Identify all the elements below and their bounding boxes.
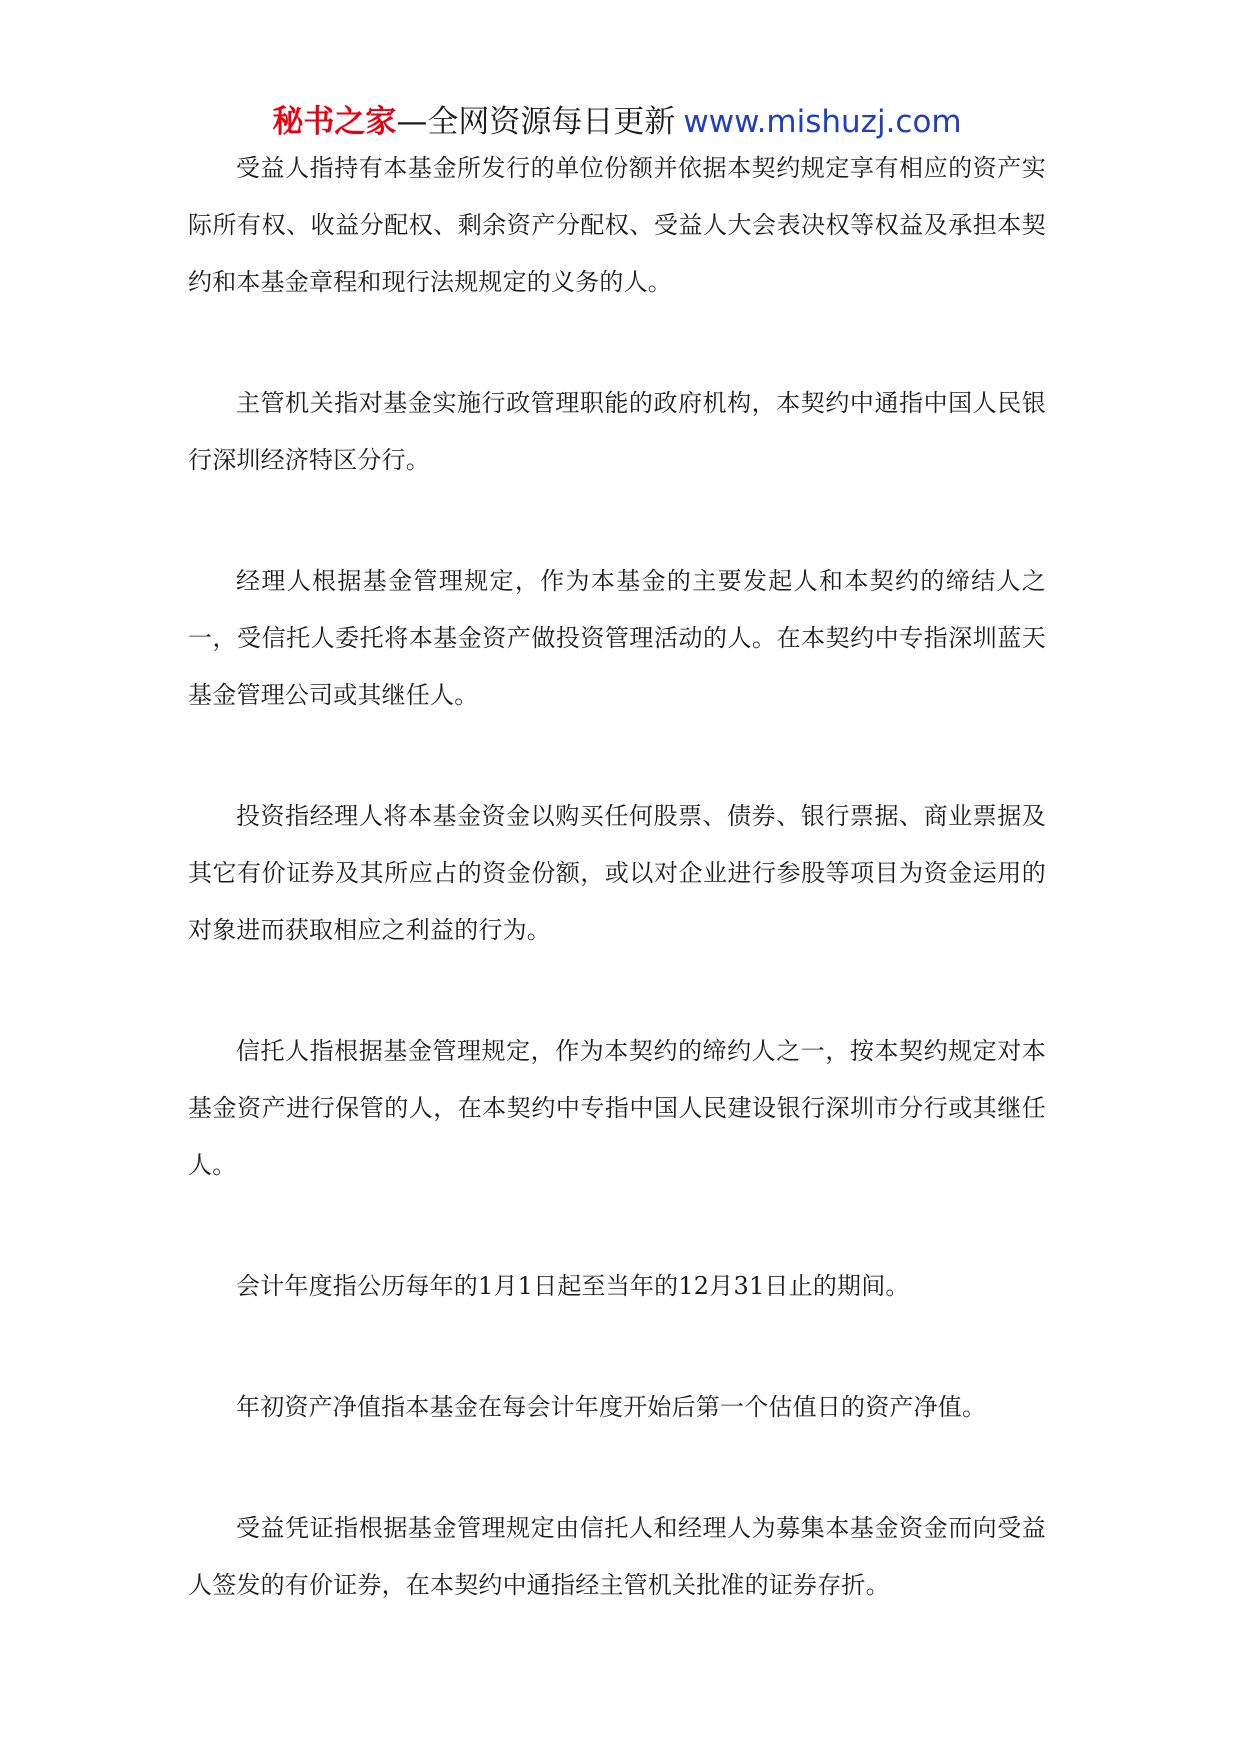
paragraph-fiscal-year: 会计年度指公历每年的1月1日起至当年的12月31日止的期间。 [236,1272,910,1300]
paragraph-beneficiary: 受益人指持有本基金所发行的单位份额并依据本契约规定享有相应的资产实际所有权、收益分配权、剩余资产分配权、受益人大会表决权等权益及承担本契约和本基金章程和现行法规规定的义务的人。 [188,154,1046,296]
page-header [0,100,1234,144]
paragraph-manager: 经理人根据基金管理规定，作为本基金的主要发起人和本契约的缔结人之一，受信托人委托将本基金资产做投资管理活动的人。在本契约中专指深圳蓝天基金管理公司或其继任人。 [188,567,1046,709]
paragraph-opening-nav: 年初资产净值指本基金在每会计年度开始后第一个估值日的资产净值。 [236,1393,987,1421]
document-body [188,140,1046,1678]
header-url-link[interactable]: www.mishuzj.com [683,104,962,140]
paragraph-certificate: 受益凭证指根据基金管理规定由信托人和经理人为募集本基金资金而向受益人签发的有价证券，在本契约中通指经主管机关批准的证券存折。 [188,1514,1046,1599]
header-tagline: —全网资源每日更新 [396,104,676,140]
brand-title: 秘书之家 [272,104,397,140]
paragraph-investment: 投资指经理人将本基金资金以购买任何股票、债券、银行票据、商业票据及其它有价证券及其所应占的资金份额，或以对企业进行参股等项目为资金运用的对象进而获取相应之利益的行为。 [188,802,1046,944]
paragraph-authority: 主管机关指对基金实施行政管理职能的政府机构，本契约中通指中国人民银行深圳经济特区分行。 [188,389,1046,474]
paragraph-trustee: 信托人指根据基金管理规定，作为本契约的缔约人之一，按本契约规定对本基金资产进行保管的人，在本契约中专指中国人民建设银行深圳市分行或其继任人。 [188,1037,1046,1179]
